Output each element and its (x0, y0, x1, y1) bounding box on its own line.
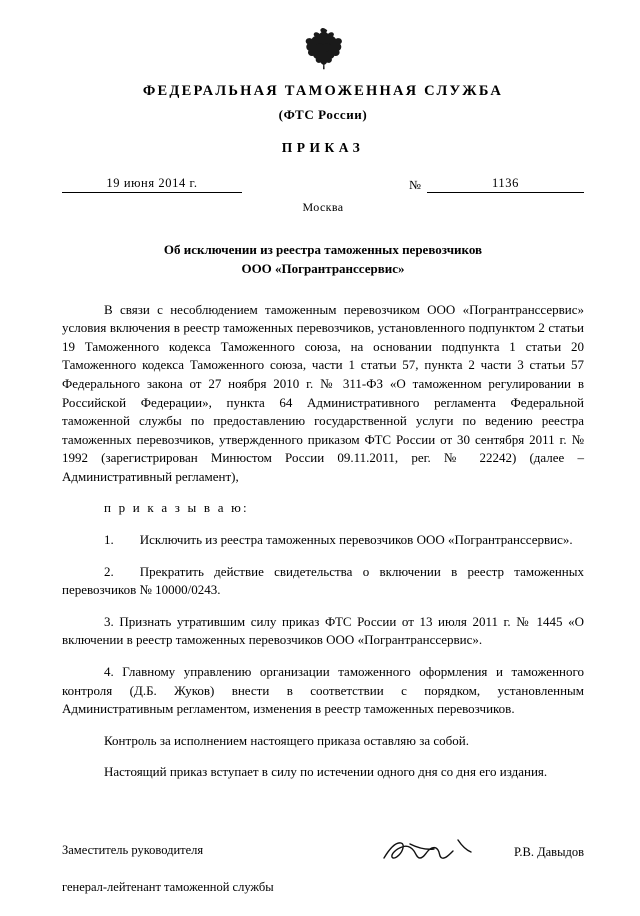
organization-title: ФЕДЕРАЛЬНАЯ ТАМОЖЕННАЯ СЛУЖБА (142, 83, 504, 99)
closing-paragraph: Контроль за исполнением настоящего приказа оставляю за собой. (104, 732, 469, 748)
signatory-name: Р.В. Давыдов (514, 845, 584, 860)
document-number-value: 1136 (427, 176, 584, 193)
document-kind: ПРИКАЗ (281, 140, 365, 155)
signatory-position-line-2: генерал-лейтенант таможенной службы (62, 880, 274, 895)
document-meta-row (62, 176, 584, 193)
list-item: 4. Главному управлению организации таможенного оформления и таможенного контроля (Д.Б. Жуков) внести в соответствии с порядком, установленным Административным регламентом, изменения в реестр таможенных перевозчиков. (62, 663, 584, 717)
document-body (62, 301, 584, 782)
command-word: п р и к а з ы в а ю: (104, 500, 249, 516)
emblem-container (62, 26, 584, 77)
document-city: Москва (302, 200, 344, 214)
document-subject (62, 241, 584, 279)
russian-coat-of-arms-icon (302, 26, 344, 72)
subject-line-2: ООО «Погрантранссервис» (241, 260, 405, 276)
document-number-group (409, 176, 584, 193)
list-item: 1. Исключить из реестра таможенных перевозчиков ООО «Погрантранссервис». (104, 532, 573, 548)
document-date: 19 июня 2014 г. (62, 176, 242, 193)
signature-block (62, 822, 584, 916)
handwritten-signature-icon (380, 836, 500, 870)
document-number-label: № (409, 178, 421, 192)
ordered-items (62, 531, 584, 719)
signatory-position-line-1: Заместитель руководителя (62, 842, 204, 857)
list-item: 2. Прекратить действие свидетельства о включении в реестр таможенных перевозчиков № 10000/0243. (62, 563, 584, 598)
list-item: 3. Признать утратившим силу приказ ФТС России от 13 июля 2011 г. № 1445 «О включении в реестр таможенных перевозчиков ООО «Погрантранссервис». (62, 613, 584, 648)
subject-line-1: Об исключении из реестра таможенных перевозчиков (163, 242, 483, 257)
organization-subtitle: (ФТС России) (278, 107, 368, 122)
body-paragraph: В связи с несоблюдением таможенным перевозчиком ООО «Погрантранссервис» условия включения в реестр таможенных перевозчиков, установленного подпунктом 2 статьи 19 Таможенного кодекса Таможенного союза, на основании подпункта 1 статьи 20 Таможенного кодекса Таможенного союза, части 1 статьи 57, пункта 2 части 3 статьи 57 Федерального закона от 27 ноября 2010 г. № 311-ФЗ «О таможенном регулировании в Российской Федерации», пункта 64 Административного регламента Федеральной таможенной службы по предоставлению государственной услуги по ведению реестра таможенных перевозчиков, утвержденного приказом ФТС России от 30 сентября 2011 г. № 1992 (зарегистрирован Минюстом России 09.11.2011, рег. № 22242) (далее – Административный регламент), (62, 301, 584, 484)
closing-paragraph: Настоящий приказ вступает в силу по истечении одного дня со дня его издания. (104, 764, 548, 780)
signatory-position (62, 822, 274, 916)
signature-area (380, 836, 584, 870)
